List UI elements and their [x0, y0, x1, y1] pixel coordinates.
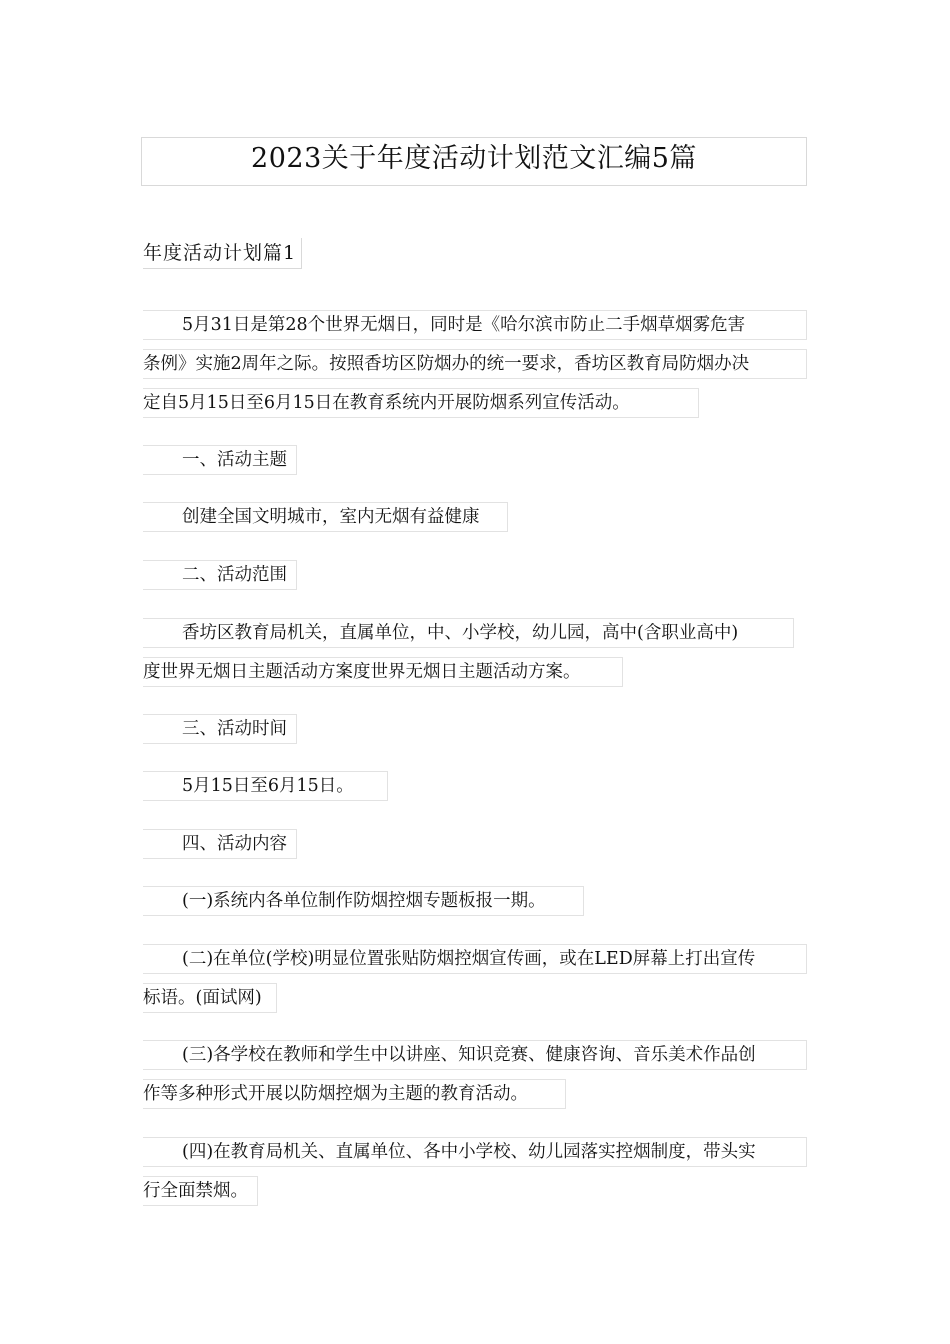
content-item-3-text-1: (三)各学校在教师和学生中以讲座、知识竞赛、健康咨询、音乐美术作品创	[182, 1045, 756, 1065]
intro-line-2	[143, 349, 807, 379]
theme-text	[143, 502, 508, 532]
theme-heading-text: 一、活动主题	[182, 450, 287, 470]
document-title: 2023关于年度活动计划范文汇编5篇	[141, 137, 807, 186]
content-item-1-text: (一)系统内各单位制作防烟控烟专题板报一期。	[182, 891, 546, 911]
content-item-4-text-2: 行全面禁烟。	[143, 1181, 248, 1201]
time-heading	[143, 714, 297, 744]
intro-text-2: 条例》实施2周年之际。按照香坊区防烟办的统一要求，香坊区教育局防烟办决	[143, 354, 750, 374]
time-text	[143, 771, 388, 801]
time-heading-text: 三、活动时间	[182, 719, 287, 739]
scope-line-2	[143, 657, 623, 687]
section-heading: 年度活动计划篇1	[143, 238, 302, 269]
intro-line-3	[143, 388, 699, 418]
content-item-3-line-2	[143, 1079, 566, 1109]
time-text-content: 5月15日至6月15日。	[182, 776, 354, 796]
content-item-2-text-1: (二)在单位(学校)明显位置张贴防烟控烟宣传画，或在LED屏幕上打出宣传	[182, 949, 756, 969]
scope-text-2: 度世界无烟日主题活动方案度世界无烟日主题活动方案。	[143, 662, 581, 682]
content-item-4-text-1: (四)在教育局机关、直属单位、各中小学校、幼儿园落实控烟制度，带头实	[182, 1142, 756, 1162]
intro-line-1	[143, 310, 807, 340]
theme-text-content: 创建全国文明城市，室内无烟有益健康	[182, 507, 480, 527]
content-item-2-text-2: 标语。(面试网)	[143, 988, 262, 1008]
content-item-3-text-2: 作等多种形式开展以防烟控烟为主题的教育活动。	[143, 1084, 528, 1104]
content-heading	[143, 829, 297, 859]
content-item-1	[143, 886, 584, 916]
theme-heading	[143, 445, 297, 475]
content-item-4-line-1	[143, 1137, 807, 1167]
content-item-2-line-1	[143, 944, 807, 974]
intro-text-1: 5月31日是第28个世界无烟日，同时是《哈尔滨市防止二手烟草烟雾危害	[182, 315, 746, 335]
content-item-2-line-2	[143, 983, 277, 1013]
intro-text-3: 定自5月15日至6月15日在教育系统内开展防烟系列宣传活动。	[143, 393, 630, 413]
scope-text-1: 香坊区教育局机关，直属单位，中、小学校，幼儿园，高中(含职业高中)	[182, 623, 739, 643]
content-item-4-line-2	[143, 1176, 258, 1206]
content-item-3-line-1	[143, 1040, 807, 1070]
scope-heading-text: 二、活动范围	[182, 565, 287, 585]
scope-heading	[143, 560, 297, 590]
scope-line-1	[143, 618, 794, 648]
content-heading-text: 四、活动内容	[182, 834, 287, 854]
